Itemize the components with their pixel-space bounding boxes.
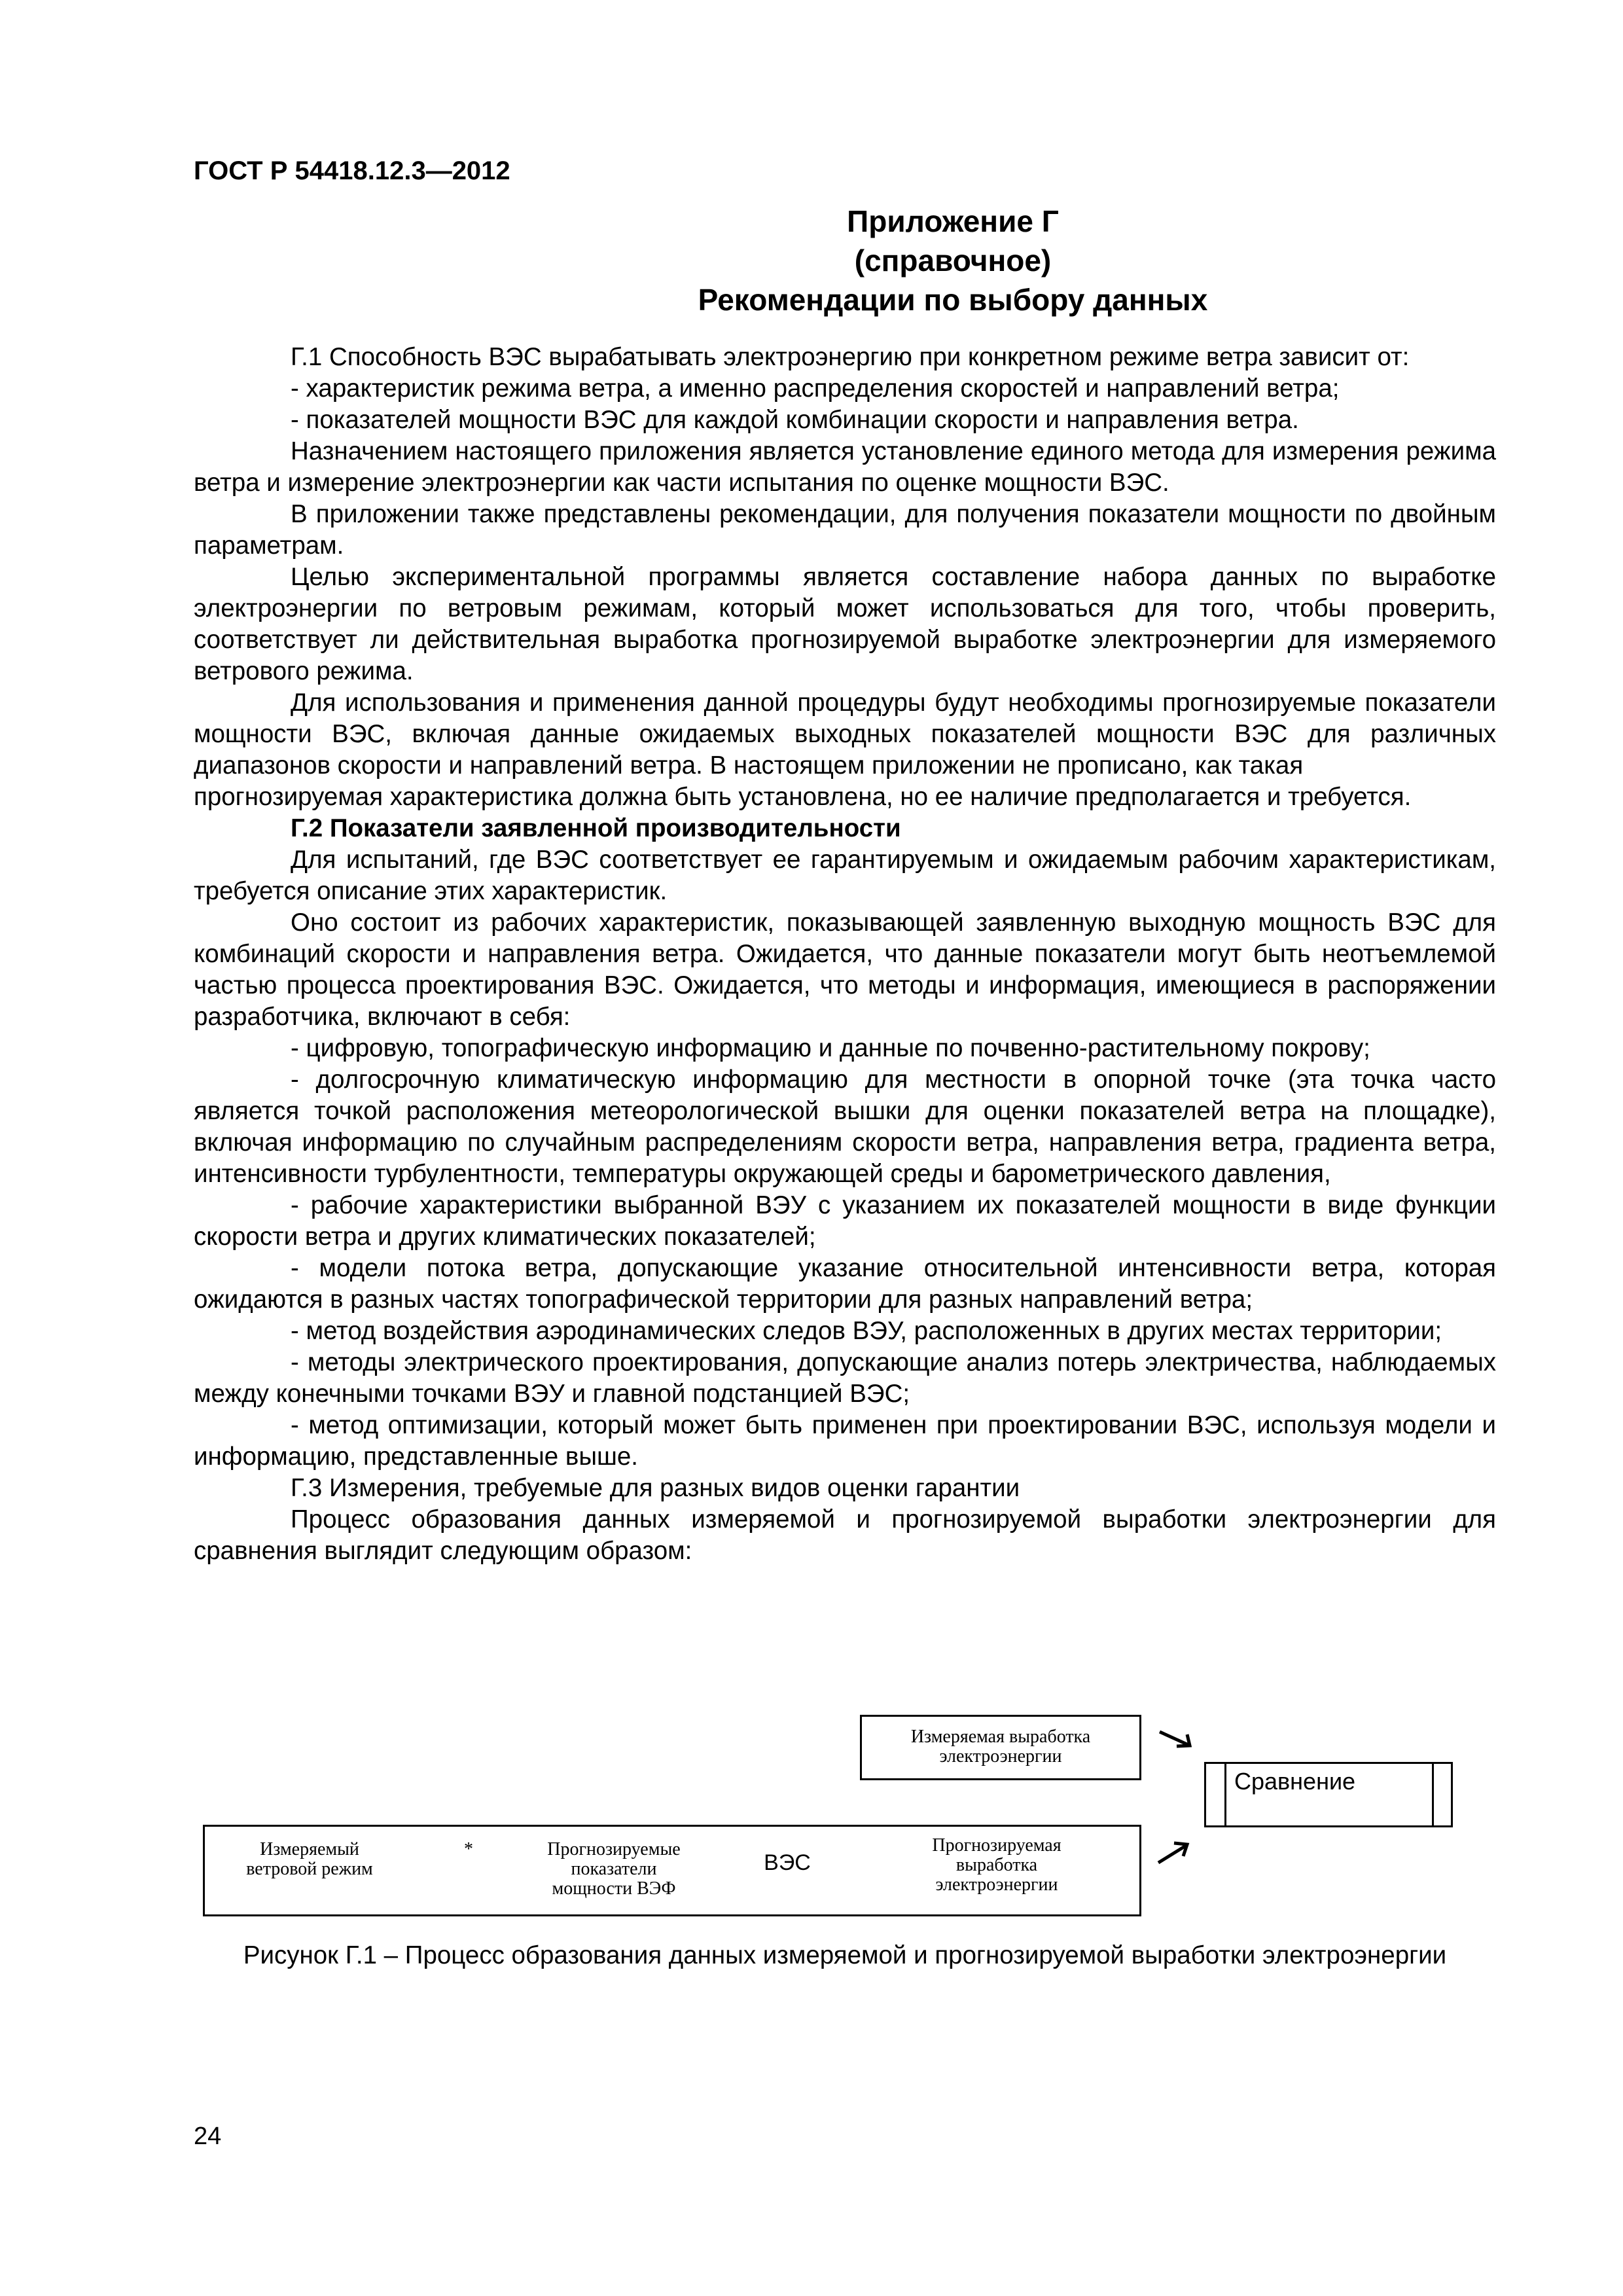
document-code: ГОСТ Р 54418.12.3—2012: [194, 156, 510, 185]
multiply-sign: *: [464, 1839, 473, 1859]
paragraph: Оно состоит из рабочих характеристик, показывающей заявленную выходную мощность ВЭС для комбинаций скорости и направления ветра. Ожидается, что данные показатели могут быть неотъемлемой частью процесса проектирования ВЭС. Ожидается, что методы и информация, имеющиеся в распоряжении разработчика, включают в себя:: [194, 908, 1496, 1031]
figure-caption: Рисунок Г.1 – Процесс образования данных измеряемой и прогнозируемой выработки электроэнергии: [243, 1941, 1447, 1969]
arrow-up-right-icon: [1154, 1838, 1194, 1867]
paragraph: - показателей мощности ВЭС для каждой комбинации скорости и направления ветра.: [291, 406, 1299, 434]
comparison-box: [1204, 1762, 1453, 1827]
comparison-label: Сравнение: [1224, 1764, 1434, 1825]
page-number: 24: [194, 2123, 222, 2150]
measured-output-label: Измеряемая выработка: [910, 1727, 1091, 1747]
paragraph: прогнозируемая характеристика должна быть установлена, но ее наличие предполагается и требуется.: [194, 783, 1412, 811]
forecast-power-indicators: Прогнозируемые показатели мощности ВЭФ: [547, 1839, 681, 1899]
paragraph: - долгосрочную климатическую информацию для местности в опорной точке (эта точка часто является точкой расположения метеорологической вышки для оценки показателей ветра на площадке), включая информацию по случайным распределениям скорости ветра, направления ветра, градиента ветра, интенсивности турбулентности, температуры окружающей среды и барометрического давления,: [194, 1066, 1496, 1188]
paragraph: - рабочие характеристики выбранной ВЭУ с указанием их показателей мощности в виде функции скорости ветра и других климатических показателей;: [194, 1191, 1496, 1251]
paragraph: В приложении также представлены рекомендации, для получения показатели мощности по двойным параметрам.: [194, 500, 1496, 560]
paragraph: Для испытаний, где ВЭС соответствует ее гарантируемым и ожидаемым рабочим характеристикам, требуется описание этих характеристик.: [194, 846, 1496, 905]
paragraph: - характеристик режима ветра, а именно распределения скоростей и направлений ветра;: [291, 374, 1340, 403]
forecast-energy-output: Прогнозируемая выработка электроэнергии: [932, 1835, 1061, 1895]
arrow-down-right-icon: [1157, 1727, 1196, 1753]
forecast-process-box: [203, 1825, 1141, 1916]
wes-label: ВЭС: [764, 1850, 811, 1875]
paragraph: Процесс образования данных измеряемой и прогнозируемой выработки электроэнергии для сравнения выглядит следующим образом:: [194, 1505, 1496, 1565]
measured-wind-regime: Измеряемый ветровой режим: [246, 1839, 373, 1879]
paragraph: Назначением настоящего приложения является установление единого метода для измерения режима ветра и измерение электроэнергии как части испытания по оценке мощности ВЭС.: [194, 437, 1496, 497]
measured-output-label: электроэнергии: [939, 1746, 1062, 1767]
appendix-subtitle: Рекомендации по выбору данных: [698, 283, 1208, 317]
paragraph: Целью экспериментальной программы является составление набора данных по выработке электроэнергии по ветровым режимам, который может использоваться для того, чтобы проверить, соответствует ли действительная выработка прогнозируемой выработке электроэнергии для измеряемого ветрового режима.: [194, 563, 1496, 685]
paragraph: - метод оптимизации, который может быть применен при проектировании ВЭС, используя модели и информацию, представленные выше.: [194, 1411, 1496, 1471]
paragraph: - метод воздействия аэродинамических следов ВЭУ, расположенных в других местах территории;: [291, 1317, 1442, 1345]
process-diagram: [194, 1715, 1496, 1931]
body-text: [194, 342, 1496, 1567]
measured-output-box: [860, 1715, 1141, 1780]
paragraph: - методы электрического проектирования, допускающие анализ потерь электричества, наблюдаемых между конечными точками ВЭУ и главной подстанцией ВЭС;: [194, 1348, 1496, 1408]
paragraph: - модели потока ветра, допускающие указание относительной интенсивности ветра, которая ожидаются в разных частях топографической территории для разных направлений ветра;: [194, 1254, 1496, 1314]
paragraph: - цифровую, топографическую информацию и данные по почвенно-растительному покрову;: [291, 1034, 1370, 1062]
appendix-title: Приложение Г: [847, 204, 1059, 238]
appendix-title-block: [194, 202, 1496, 319]
section-heading: Г.2 Показатели заявленной производительности: [291, 814, 901, 842]
appendix-status: (справочное): [854, 243, 1052, 278]
paragraph: Г.1 Способность ВЭС вырабатывать электроэнергию при конкретном режиме ветра зависит от:: [291, 343, 1410, 371]
section-heading: Г.3 Измерения, требуемые для разных видов оценки гарантии: [291, 1474, 1020, 1502]
paragraph: Для использования и применения данной процедуры будут необходимы прогнозируемые показатели мощности ВЭС, включая данные ожидаемых выходных показателей мощности ВЭС для различных диапазонов скорости и направлений ветра. В настоящем приложении не прописано, как такая: [194, 689, 1496, 780]
